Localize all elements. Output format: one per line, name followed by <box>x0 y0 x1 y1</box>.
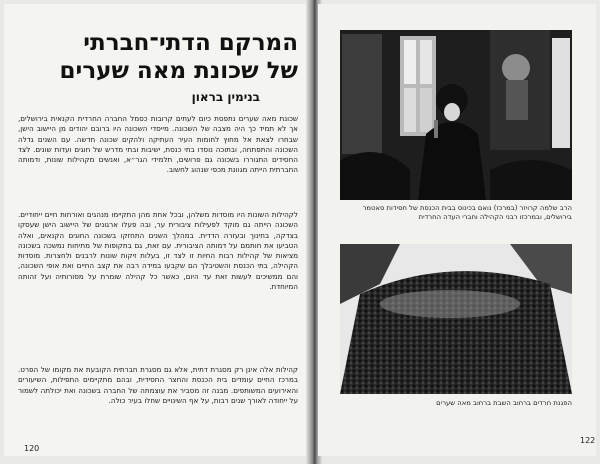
article-title-line2: של שכונת מאה שערים <box>59 58 298 84</box>
article-paragraph-2: לקהילות השונות היו מוסדות משלהן, ובכל אחת מהן התקיימו מנהגים ואורחות חיים ייחודיים. השכונה הייתה גם מוקד לפעילות ציבורית ער, ובה פעלו ארגונים של היישוב הישן שעסקו בצדקה, בחינוך ובעזרה הדדית. במהלך השנים התחזקו בשכונה החוגים הקנאים, ואלה הטביעו את חותמם על דמותה הציבורית. עם זאת, גם בתקופות של מתיחות נמשכה בשכונה מציאות של קהילות רבות החיות זו לצד זו, בעלות זיקות שונות לרבנים ולחצרות. מוסדות הקהילה, בתי הכנסת והשטיבלך הם שקבעו במידה רבה את קצב החיים ואת אופי השכונה, והם ממשיכים לעשות זאת עד היום, כאשר כל קהילה שומרת על מסורותיה ועל זהותה המיוחדת. <box>18 210 298 292</box>
photo1-caption: הרב שלמה קרויזר (במרכז) נואם בכינוס בבית הכנסת של חסידות סאטמר בירושלים, ובמרכזו רבני הקהילה וחברי העדה החרדית <box>362 204 572 221</box>
photo2-caption: הפגנת חרדים ברחוב השבת ברחוב מאה שערים <box>436 399 572 407</box>
photo-crowd-demonstration <box>340 244 572 394</box>
page-number-right: 122 <box>580 436 596 445</box>
article-paragraph-1: שכונת מאה שערים נתפסת כיום לעתים קרובות כסמל החברה החרדית הקנאית בירושלים, אך לא תמיד כך היה מצבה של השכונה. מייסדי השכונה היו ברובם יהודים מן היישוב הישן, שבחרו לצאת אל מחוץ לחומות העיר העתיקה ולהקים שכונה חדשה. עם השנים גדלה השכונה והתפתחה, ובתוכה נוסדו בתי כנסת, ישיבות ובתי מדרש של חוגים ועדות שונים. לצד החסידים התגוררו בשכונה גם פרושים, תלמידי הגר״א, ואנשים מקהילות שונות, ודמותה החברתית הייתה מגוונת מכפי שנהוג לחשוב. <box>18 114 298 175</box>
article-title-line1: המרקם הדתי־חברתי <box>83 30 298 56</box>
page-number-left: 120 <box>24 444 40 453</box>
article-paragraph-3: קהילות אלה אינן רק מסגרת דתית, אלא גם מסגרת חברתית הקובעת את מקומו של הפרט. במרכז החיים עומדים בית הכנסת והחצר החסידית, ובהם מתקיימים התפילות, השיעורים והאירועים המשותפים. מבנה זה מסביר את עוצמתה של החברה בשכונה ואת יכולתה לשמור על ייחודה לאורך שנים רבות, על אף השינויים שחלו בעיר כולה. <box>18 365 298 405</box>
photo-rabbi-speech <box>340 30 572 200</box>
left-page <box>4 4 310 456</box>
right-page <box>318 4 596 456</box>
article-author: בנימין בראון <box>191 90 260 104</box>
